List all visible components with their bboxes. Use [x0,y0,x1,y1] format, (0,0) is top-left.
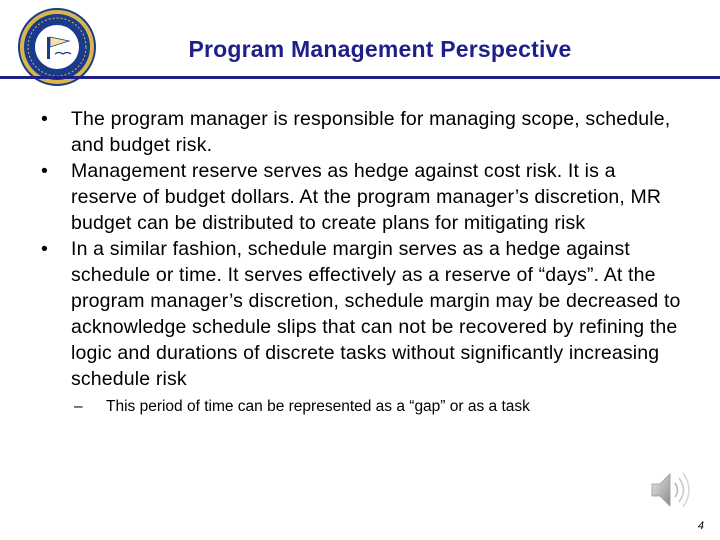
speaker-audio-icon[interactable] [648,466,690,514]
sub-bullet-marker: – [74,398,83,415]
sub-bullet-item [36,396,686,418]
sub-bullet-text: This period of time can be represented as a “gap” or as a task [106,398,530,415]
slide-content [36,106,686,418]
bullet-text: Management reserve serves as hedge against cost risk. It is a reserve of budget dollars. At the program manager’s discretion, MR budget can be distributed to create plans for mitigating risk [71,160,662,234]
agency-seal-icon [17,7,97,87]
slide-title: Program Management Perspective [188,36,572,62]
bullet-text: In a similar fashion, schedule margin serves as a hedge against schedule or time. It serves effectively as a reserve of “days”. At the program manager’s discretion, schedule margin may be decreased to acknowledge schedule slips that can not be recovered by refining the logic and durations of discrete tasks without significantly increasing schedule risk [71,238,681,390]
bullet-item [36,106,686,158]
bullet-marker: • [41,160,48,182]
bullet-marker: • [41,238,48,260]
title-divider [0,76,720,79]
bullet-item [36,236,686,392]
bullet-item [36,158,686,236]
bullet-text: The program manager is responsible for managing scope, schedule, and budget risk. [71,108,671,156]
page-number: 4 [697,520,704,532]
bullet-marker: • [41,108,48,130]
bullet-list [36,106,686,392]
